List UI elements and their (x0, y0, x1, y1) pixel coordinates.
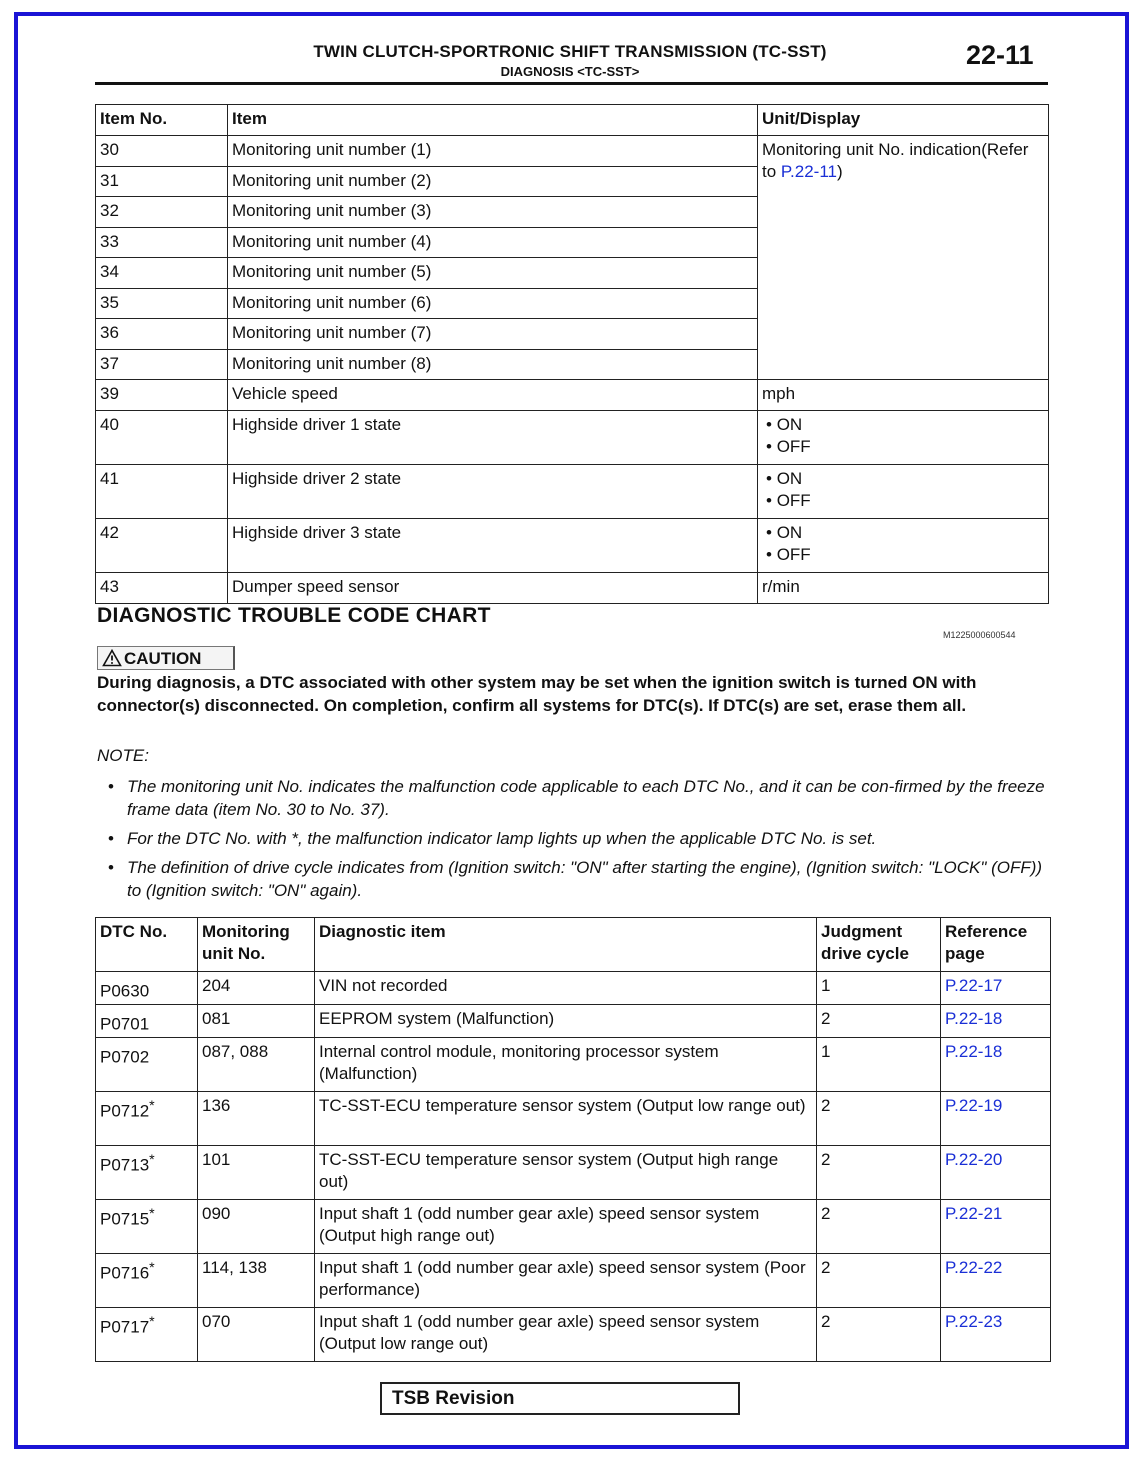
dtc-no: P0715* (96, 1200, 198, 1254)
reference-link[interactable]: P.22-21 (945, 1204, 1003, 1223)
table-row (96, 1146, 1051, 1200)
diagnostic-item: Internal control module, monitoring processor system (Malfunction) (315, 1038, 817, 1092)
unit-display: • ON • OFF (758, 411, 1049, 465)
diagnostic-item: Input shaft 1 (odd number gear axle) speed sensor system (Output low range out) (315, 1308, 817, 1362)
reference-page (941, 1254, 1051, 1308)
item-no: 33 (96, 228, 228, 258)
note-item: • The monitoring unit No. indicates the malfunction code applicable to each DTC No., and it can be con-firmed by the freeze frame data (item No. 30 to No. 37). (104, 775, 1048, 821)
item-name: Highside driver 3 state (228, 519, 758, 573)
reference-page (941, 972, 1051, 1005)
table-row (96, 380, 1049, 411)
header-rule (95, 82, 1048, 85)
tsb-revision-box: TSB Revision (380, 1382, 740, 1415)
reference-link[interactable]: P.22-19 (945, 1096, 1003, 1115)
monitoring-unit-no: 136 (198, 1092, 315, 1146)
diagnostic-item: VIN not recorded (315, 972, 817, 1005)
column-header: Unit/Display (758, 105, 1049, 136)
page-number: 22-11 (966, 40, 1034, 70)
item-no: 35 (96, 289, 228, 319)
item-no: 40 (96, 411, 228, 465)
column-header: Diagnostic item (315, 918, 817, 972)
table-row (96, 1200, 1051, 1254)
dtc-no: P0712* (96, 1092, 198, 1146)
item-name: Monitoring unit number (1) (228, 136, 758, 167)
column-header: Monitoring unit No. (198, 918, 315, 972)
section-title: DIAGNOSTIC TROUBLE CODE CHART (97, 604, 491, 627)
judgment-drive-cycle: 1 (817, 972, 941, 1005)
item-name: Monitoring unit number (8) (228, 350, 758, 380)
item-name: Dumper speed sensor (228, 573, 758, 604)
item-name: Monitoring unit number (4) (228, 228, 758, 258)
table-row (96, 465, 1049, 519)
unit-display: mph (758, 380, 1049, 411)
page-title: TWIN CLUTCH-SPORTRONIC SHIFT TRANSMISSION (TC-SST) (313, 42, 827, 61)
table-row (96, 1092, 1051, 1146)
caution-label: CAUTION (124, 649, 202, 668)
note-label: NOTE: (97, 746, 149, 765)
table-row (96, 1254, 1051, 1308)
monitoring-unit-no: 114, 138 (198, 1254, 315, 1308)
reference-page (941, 1308, 1051, 1362)
diagnostic-item: Input shaft 1 (odd number gear axle) speed sensor system (Poor performance) (315, 1254, 817, 1308)
item-no: 39 (96, 380, 228, 411)
unit-display: • ON • OFF (758, 519, 1049, 573)
dtc-no: P0717* (96, 1308, 198, 1362)
item-no: 36 (96, 319, 228, 350)
dtc-no: P0716* (96, 1254, 198, 1308)
table-row (96, 573, 1049, 604)
item-name: Monitoring unit number (5) (228, 258, 758, 289)
judgment-drive-cycle: 2 (817, 1146, 941, 1200)
reference-page (941, 1005, 1051, 1038)
table-header-row (96, 105, 1049, 136)
item-name: Vehicle speed (228, 380, 758, 411)
dtc-no: P0702 (96, 1038, 198, 1092)
item-no: 34 (96, 258, 228, 289)
warning-triangle-icon (102, 649, 122, 667)
dtc-no: P0701 (96, 1005, 198, 1038)
document-id: M1225000600544 (943, 630, 1016, 640)
diagnostic-item: EEPROM system (Malfunction) (315, 1005, 817, 1038)
table-row (96, 1038, 1051, 1092)
monitoring-unit-no: 090 (198, 1200, 315, 1254)
item-no: 31 (96, 167, 228, 197)
diagnostic-item: TC-SST-ECU temperature sensor system (Output high range out) (315, 1146, 817, 1200)
dtc-chart-table (95, 917, 1051, 1362)
unit-display-cell: Monitoring unit No. indication(Refer to P.22-11) (758, 136, 1049, 380)
judgment-drive-cycle: 1 (817, 1038, 941, 1092)
column-header: Item No. (96, 105, 228, 136)
reference-link[interactable]: P.22-18 (945, 1042, 1003, 1061)
item-name: Monitoring unit number (2) (228, 167, 758, 197)
monitoring-unit-no: 087, 088 (198, 1038, 315, 1092)
table-row (96, 411, 1049, 465)
column-header: Judgment drive cycle (817, 918, 941, 972)
item-no: 42 (96, 519, 228, 573)
table-row (96, 1308, 1051, 1362)
diagnostic-item: TC-SST-ECU temperature sensor system (Output low range out) (315, 1092, 817, 1146)
reference-link[interactable]: P.22-18 (945, 1009, 1003, 1028)
reference-link[interactable]: P.22-23 (945, 1312, 1003, 1331)
judgment-drive-cycle: 2 (817, 1200, 941, 1254)
reference-link[interactable]: P.22-17 (945, 976, 1003, 995)
column-header: Reference page (941, 918, 1051, 972)
monitoring-unit-no: 081 (198, 1005, 315, 1038)
reference-page (941, 1038, 1051, 1092)
judgment-drive-cycle: 2 (817, 1092, 941, 1146)
dtc-no: P0713* (96, 1146, 198, 1200)
diagnostic-item: Input shaft 1 (odd number gear axle) speed sensor system (Output high range out) (315, 1200, 817, 1254)
note-item: • The definition of drive cycle indicates from (Ignition switch: "ON" after starting the engine), (Ignition switch: "LOCK" (OFF)) to (Ignition switch: "ON" again). (104, 856, 1048, 902)
reference-page (941, 1092, 1051, 1146)
reference-link[interactable]: P.22-11 (780, 162, 837, 181)
data-list-table (95, 104, 1049, 604)
monitoring-unit-no: 070 (198, 1308, 315, 1362)
reference-link[interactable]: P.22-22 (945, 1258, 1003, 1277)
caution-box (97, 646, 235, 670)
reference-page (941, 1200, 1051, 1254)
item-no: 32 (96, 197, 228, 228)
dtc-no: P0630 (96, 972, 198, 1005)
reference-page (941, 1146, 1051, 1200)
unit-display: • ON • OFF (758, 465, 1049, 519)
monitoring-unit-no: 204 (198, 972, 315, 1005)
table-header-row (96, 918, 1051, 972)
table-row (96, 519, 1049, 573)
item-name: Highside driver 1 state (228, 411, 758, 465)
table-row (96, 1005, 1051, 1038)
judgment-drive-cycle: 2 (817, 1254, 941, 1308)
monitoring-unit-no: 101 (198, 1146, 315, 1200)
caution-text: During diagnosis, a DTC associated with other system may be set when the ignition switch is turned ON with connector(s) disconnected. On completion, confirm all systems for DTC(s). If DTC(s) are set, erase them all. (97, 673, 977, 715)
item-no: 43 (96, 573, 228, 604)
note-list (104, 775, 1048, 908)
item-name: Highside driver 2 state (228, 465, 758, 519)
reference-link[interactable]: P.22-20 (945, 1150, 1003, 1169)
table-row (96, 136, 1049, 167)
judgment-drive-cycle: 2 (817, 1005, 941, 1038)
judgment-drive-cycle: 2 (817, 1308, 941, 1362)
item-name: Monitoring unit number (6) (228, 289, 758, 319)
column-header: DTC No. (96, 918, 198, 972)
item-no: 37 (96, 350, 228, 380)
note-item: • For the DTC No. with *, the malfunction indicator lamp lights up when the applicable DTC No. is set. (104, 827, 1048, 850)
table-row (96, 972, 1051, 1005)
unit-display: r/min (758, 573, 1049, 604)
item-no: 30 (96, 136, 228, 167)
column-header: Item (228, 105, 758, 136)
item-name: Monitoring unit number (7) (228, 319, 758, 350)
item-no: 41 (96, 465, 228, 519)
item-name: Monitoring unit number (3) (228, 197, 758, 228)
page-subtitle: DIAGNOSIS <TC-SST> (500, 64, 640, 79)
